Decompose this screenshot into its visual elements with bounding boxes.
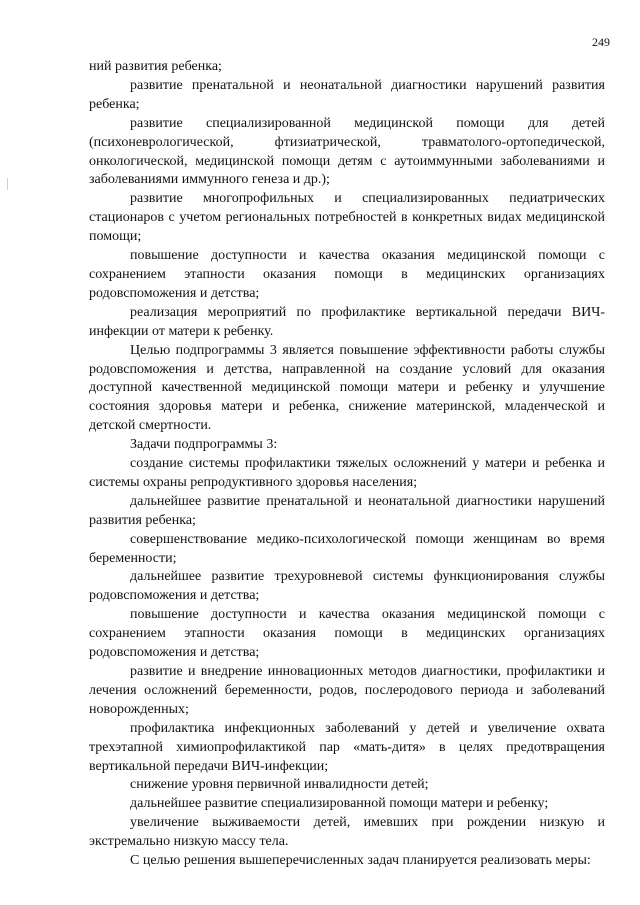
paragraph: Задачи подпрограммы 3:	[130, 437, 278, 453]
paragraph: профилактика инфекционных заболеваний у детей и увеличение охвата трехэтапной химиопрофилактикой пар «мать-дитя» в целях предотвращения вертикальной передачи ВИЧ-инфекции;	[89, 720, 605, 774]
paragraph: повышение доступности и качества оказания медицинской помощи с сохранением этапности оказания помощи в медицинских организациях родовспоможения и детства;	[89, 607, 605, 661]
page-number: 249	[592, 35, 610, 49]
paragraph: С целью решения вышеперечисленных задач планируется реализовать меры:	[130, 853, 591, 869]
paragraph: развитие пренатальной и неонатальной диагностики нарушений развития ребенка;	[89, 77, 605, 112]
paragraph: повышение доступности и качества оказания медицинской помощи с сохранением этапности оказания помощи в медицинских организациях родовспоможения и детства;	[89, 248, 605, 301]
paragraph: ний развития ребенка;	[89, 59, 222, 74]
paragraph: создание системы профилактики тяжелых осложнений у матери и ребенка и системы охраны репродуктивного здоровья населения;	[89, 456, 605, 490]
paragraph: развитие и внедрение инновационных методов диагностики, профилактики и лечения осложнений беременности, родов, послеродового периода и заболеваний новорожденных;	[89, 664, 605, 717]
paragraph: дальнейшее развитие пренатальной и неонатальной диагностики нарушений развития ребенка;	[89, 493, 605, 528]
paragraph: развитие специализированной медицинской помощи для детей (психоневрологической, фтизиатрической, травматолого-ортопедической, онкологической, медицинской помощи детям с аутоиммунными заболеваниями и заболеваниями иммунного генеза и др.);	[89, 115, 605, 188]
paragraph: снижение уровня первичной инвалидности детей;	[130, 777, 429, 793]
paragraph: совершенствование медико-психологической помощи женщинам во время беременности;	[89, 531, 605, 566]
paragraph: Целью подпрограммы 3 является повышение эффективности работы службы родовспоможения и детства, направленной на создание условий для оказания доступной качественной медицинской помощи матери и ребенку и улучшение состояния здоровья матери и ребенка, снижение материнской, младенческой и детской смертности.	[89, 342, 605, 434]
paragraph: дальнейшее развитие трехуровневой системы функционирования службы родовспоможения и детства;	[89, 569, 605, 604]
body-text	[89, 58, 605, 871]
scan-edge-mark	[7, 178, 8, 190]
paragraph: развитие многопрофильных и специализированных педиатрических стационаров с учетом региональных потребностей в конкретных видах медицинской помощи;	[89, 191, 605, 245]
paragraph: увеличение выживаемости детей, имевших при рождении низкую и экстремально низкую массу тела.	[89, 815, 605, 850]
paragraph: реализация мероприятий по профилактике вертикальной передачи ВИЧ-инфекции от матери к ребенку.	[89, 304, 605, 339]
paragraph: дальнейшее развитие специализированной помощи матери и ребенку;	[130, 796, 549, 812]
